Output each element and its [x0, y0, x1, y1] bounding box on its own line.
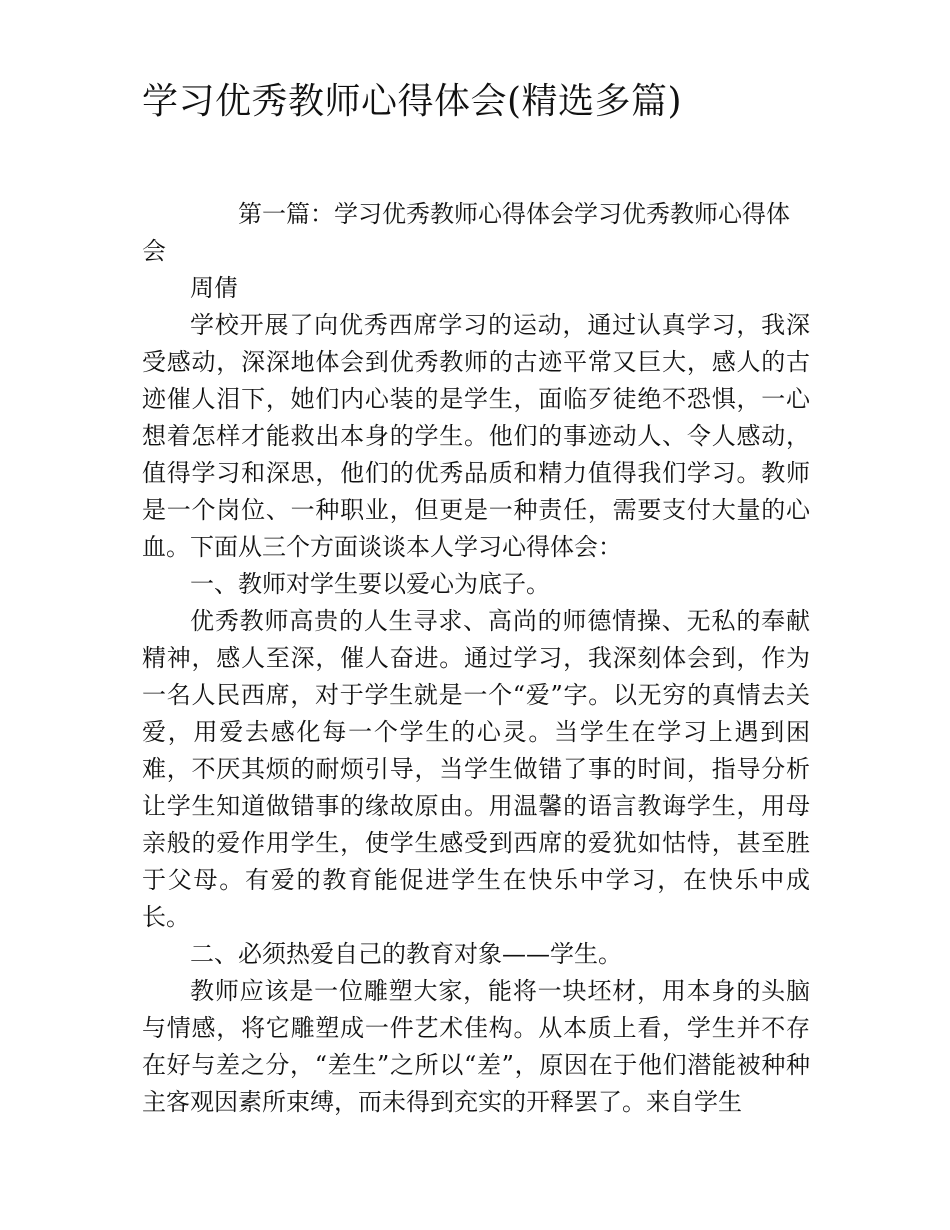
- document-body: [142, 196, 810, 1121]
- document-title: 学习优秀教师心得体会(精选多篇): [142, 81, 683, 122]
- paragraph: 学校开展了向优秀西席学习的运动，通过认真学习，我深受感动，深深地体会到优秀教师的古迹平常又巨大，感人的古迹催人泪下，她们内心装的是学生，面临歹徒绝不恐惧，一心想着怎样才能救出本身的学生。他们的事迹动人、令人感动，值得学习和深思，他们的优秀品质和精力值得我们学习。教师是一个岗位、一种职业，但更是一种责任，需要支付大量的心血。下面从三个方面谈谈本人学习心得体会：: [142, 311, 810, 561]
- paragraph: 教师应该是一位雕塑大家，能将一块坯材，用本身的头脑与情感，将它雕塑成一件艺术佳构。从本质上看，学生并不存在好与差之分，“差生”之所以“差”，原因在于他们潜能被种种主客观因素所束缚，而未得到充实的开释罢了。来自学生: [142, 977, 810, 1116]
- subheading: 二、必须热爱自己的教育对象——学生。: [190, 940, 622, 968]
- section-heading: 第一篇：学习优秀教师心得体会学习优秀教师心得体会: [142, 200, 790, 265]
- subheading: 一、教师对学生要以爱心为底子。: [190, 570, 550, 598]
- author-name: 周倩: [190, 274, 238, 302]
- paragraph: 优秀教师高贵的人生寻求、高尚的师德情操、无私的奉献精神，感人至深，催人奋进。通过学习，我深刻体会到，作为一名人民西席，对于学生就是一个“爱”字。以无穷的真情去关爱，用爱去感化每一个学生的心灵。当学生在学习上遇到困难，不厌其烦的耐烦引导，当学生做错了事的时间，指导分析让学生知道做错事的缘故原由。用温馨的语言教诲学生，用母亲般的爱作用学生，使学生感受到西席的爱犹如怙恃，甚至胜于父母。有爱的教育能促进学生在快乐中学习，在快乐中成长。: [142, 607, 810, 931]
